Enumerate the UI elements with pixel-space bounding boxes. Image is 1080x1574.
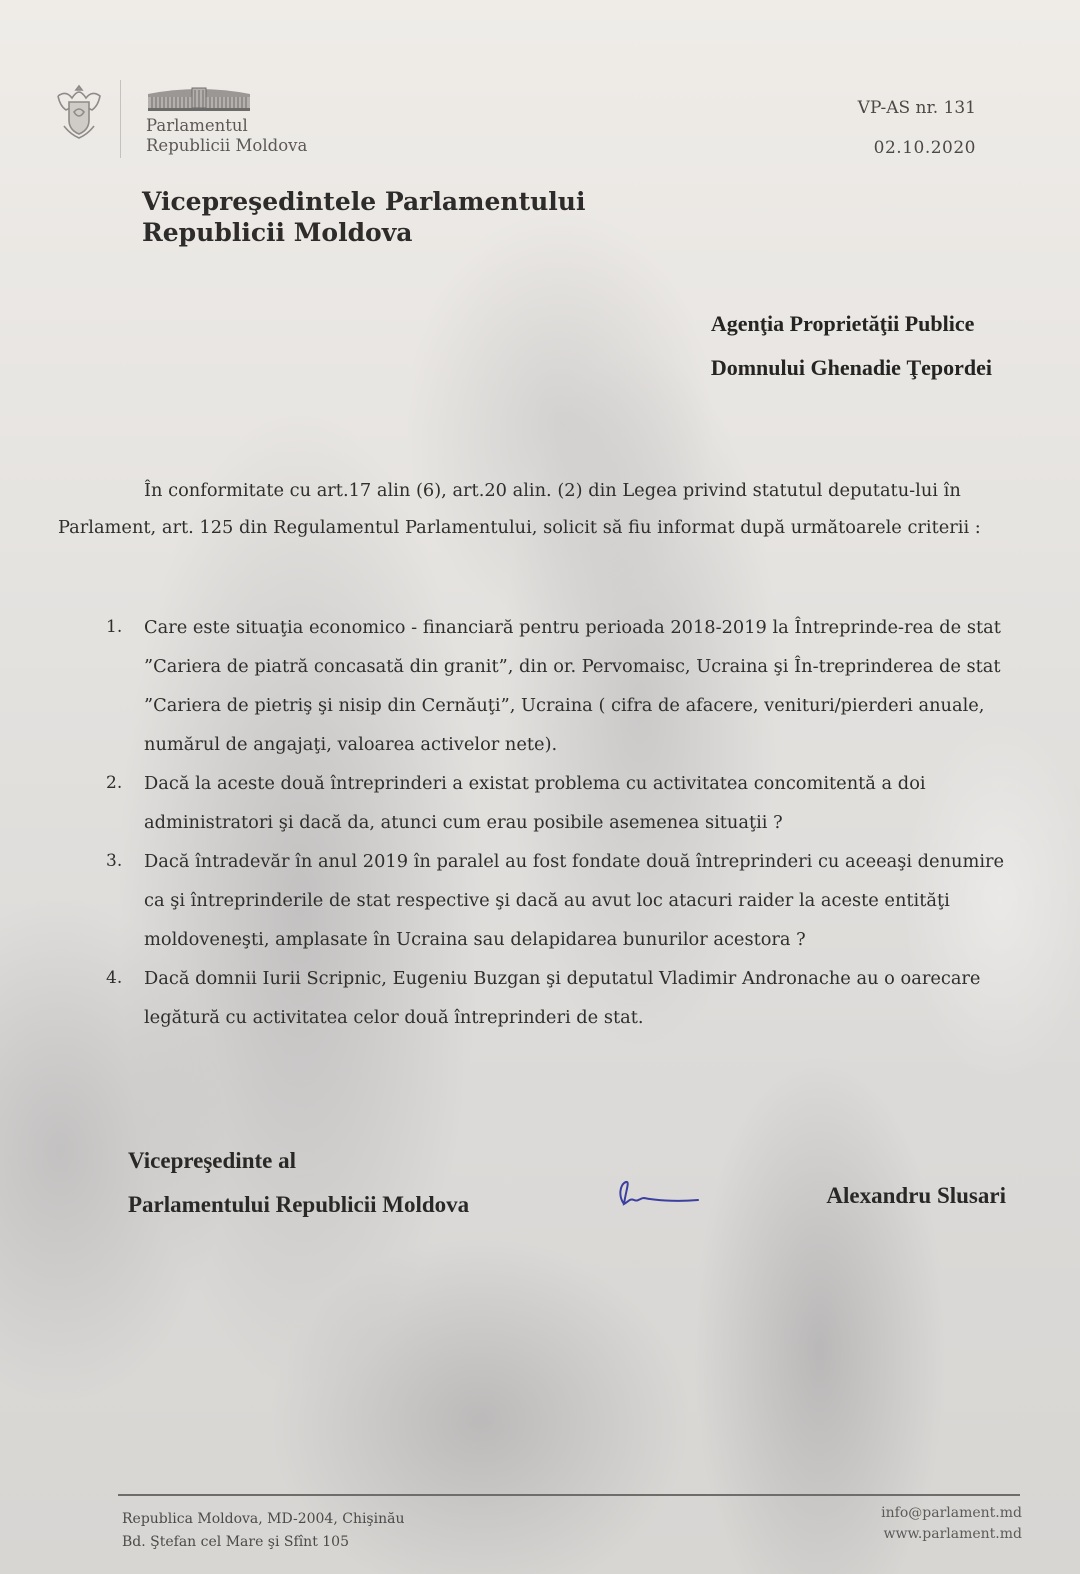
sender-title bbox=[142, 186, 585, 248]
question-number: 3. bbox=[106, 851, 123, 871]
question-number: 2. bbox=[106, 773, 123, 793]
footer-contacts bbox=[881, 1503, 1022, 1545]
footer-address-line1: Republica Moldova, MD-2004, Chişinău bbox=[122, 1511, 405, 1527]
question-item bbox=[100, 842, 1010, 959]
question-text: Dacă domnii Iurii Scripnic, Eugeniu Buzgan şi deputatul Vladimir Andronache au o oarecare legătură cu activitatea celor două întreprinderi de stat. bbox=[144, 968, 981, 1028]
question-text: Dacă întradevăr în anul 2019 în paralel au fost fondate două întreprinderi cu aceeaşi denumire ca şi întreprinderile de stat respective şi dacă au avut loc atacuri raider la aceste entităţi moldoveneşti, amplasate în Ucraina sau delapidarea bunurilor acestora ? bbox=[144, 851, 1005, 950]
reference-number: VP-AS nr. 131 bbox=[857, 98, 976, 118]
intro-text: În conformitate cu art.17 alin (6), art.20 alin. (2) din Legea privind statutul deputatu-lui în Parlament, art. 125 din Regulamentul Parlamentului, solicit să fiu informat după următoarele criterii : bbox=[58, 480, 981, 538]
footer-divider bbox=[118, 1494, 1020, 1496]
signatory-title-line2: Parlamentului Republicii Moldova bbox=[128, 1192, 470, 1217]
sender-line2: Republicii Moldova bbox=[142, 218, 413, 247]
question-number: 4. bbox=[106, 968, 123, 988]
question-text: Dacă la aceste două întreprinderi a existat problema cu activitatea concomitentă a doi administratori şi dacă da, atunci cum erau posibile asemenea situaţii ? bbox=[144, 773, 926, 833]
signatory-title-line1: Vicepreşedinte al bbox=[128, 1148, 296, 1173]
sender-line1: Vicepreşedintele Parlamentului bbox=[142, 187, 586, 216]
intro-paragraph bbox=[58, 472, 1008, 546]
footer-email: info@parlament.md bbox=[881, 1505, 1022, 1521]
footer-address bbox=[122, 1508, 404, 1554]
question-item bbox=[100, 959, 1010, 1037]
recipient-line1: Agenţia Proprietăţii Publice bbox=[710, 311, 975, 336]
question-item bbox=[100, 608, 1010, 764]
signatory-title bbox=[128, 1139, 469, 1227]
handwritten-signature-icon bbox=[614, 1176, 704, 1216]
moldova-coat-of-arms-icon bbox=[52, 82, 106, 142]
letterhead-divider bbox=[120, 80, 121, 158]
recipient-line2: Domnului Ghenadie Ţepordei bbox=[710, 355, 992, 380]
question-text: Care este situaţia economico - financiară pentru perioada 2018-2019 la Întreprinde-rea de stat ”Cariera de piatră concasată din granit”, din or. Pervomaisc, Ucraina şi În-treprinderea de stat ”Cariera de pietriş şi nisip din Cernăuţi”, Ucraina ( cifra de afacere, venituri/pierderi anuale, numărul de angajaţi, valoarea activelor nete). bbox=[144, 617, 1001, 755]
question-item bbox=[100, 764, 1010, 842]
institution-name bbox=[146, 116, 307, 156]
question-number: 1. bbox=[106, 617, 123, 637]
footer-website: www.parlament.md bbox=[883, 1526, 1022, 1542]
institution-name-line1: Parlamentul bbox=[146, 116, 248, 135]
recipient-block bbox=[711, 302, 992, 390]
signer-name: Alexandru Slusari bbox=[826, 1183, 1006, 1208]
institution-name-line2: Republicii Moldova bbox=[146, 136, 308, 155]
parliament-building-icon bbox=[146, 84, 252, 112]
footer-address-line2: Bd. Ştefan cel Mare şi Sfînt 105 bbox=[122, 1534, 349, 1550]
reference-date: 02.10.2020 bbox=[873, 138, 976, 158]
questions-list bbox=[100, 608, 1010, 1037]
